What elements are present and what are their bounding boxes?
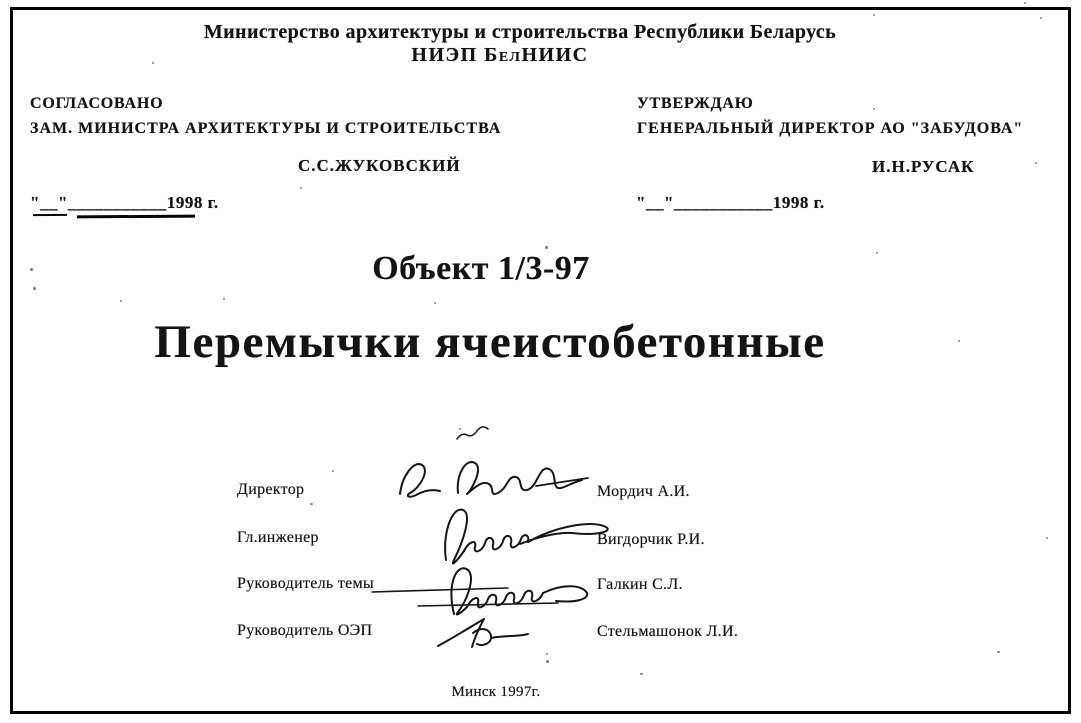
signature-name: Мордич А.И.: [597, 483, 690, 500]
scan-speck: [1035, 162, 1037, 164]
scan-speck: [546, 660, 549, 663]
signature-stroke-chief-engineer: [445, 510, 608, 564]
signature-role: Руководитель ОЭП: [237, 622, 373, 639]
ministry-line: Министерство архитектуры и строительства Республики Беларусь: [203, 21, 837, 43]
institute-line: НИЭП БелНИИС: [411, 44, 589, 66]
scan-speck: [332, 470, 334, 472]
scan-speck: [1046, 537, 1048, 539]
approved-block: [637, 94, 1067, 138]
approved-label: УТВЕРЖДАЮ: [637, 95, 754, 112]
scan-speck: [300, 187, 302, 189]
scan-speck: [152, 62, 154, 64]
signature-stroke-theme-leader: [372, 568, 587, 614]
scan-underline-artifact: [33, 214, 67, 216]
object-number: Объект 1/3-97: [372, 250, 590, 287]
scan-speck: [33, 287, 36, 290]
scan-speck: [640, 673, 643, 675]
scan-speck: [434, 302, 436, 304]
footer-place-year: Минск 1997г.: [451, 684, 541, 700]
approved-position: ГЕНЕРАЛЬНЫЙ ДИРЕКТОР АО "ЗАБУДОВА": [637, 120, 1024, 137]
scan-speck: [459, 428, 461, 430]
scan-speck: [30, 268, 33, 271]
approved-date-line: "__"___________1998 г.: [636, 193, 825, 212]
document-title: Перемычки ячеистобетонные: [154, 316, 826, 368]
signature-role: Директор: [237, 481, 305, 498]
handwritten-signatures: [360, 420, 630, 660]
agreed-date-line: "__"___________1998 г.: [30, 193, 219, 212]
agreed-name: С.С.ЖУКОВСКИЙ: [298, 156, 461, 175]
agreed-block: [30, 94, 570, 138]
scan-speck: [958, 340, 960, 342]
signature-name: Галкин С.Л.: [597, 576, 683, 593]
signature-role: Руководитель темы: [237, 575, 374, 592]
approved-name: И.Н.РУСАК: [872, 157, 975, 176]
scan-speck: [873, 108, 875, 110]
signature-name: Вигдорчик Р.И.: [597, 531, 705, 548]
scan-speck: [1024, 2, 1026, 4]
signature-name: Стельмашонок Л.И.: [597, 623, 739, 640]
scan-speck: [546, 653, 548, 655]
scan-speck: [876, 252, 878, 254]
scan-speck: [873, 14, 875, 16]
agreed-position: ЗАМ. МИНИСТРА АРХИТЕКТУРЫ И СТРОИТЕЛЬСТВА: [30, 120, 502, 137]
scan-speck: [223, 298, 225, 300]
scan-speck: [310, 503, 313, 505]
scan-speck: [997, 651, 1000, 653]
signature-stroke-oep-leader: [438, 619, 528, 647]
signature-role: Гл.инженер: [237, 529, 319, 546]
agreed-label: СОГЛАСОВАНО: [30, 95, 164, 112]
scan-speck: [1040, 17, 1042, 19]
scan-speck: [545, 246, 548, 249]
signature-stroke-director: [400, 427, 588, 497]
scan-speck: [120, 300, 122, 302]
